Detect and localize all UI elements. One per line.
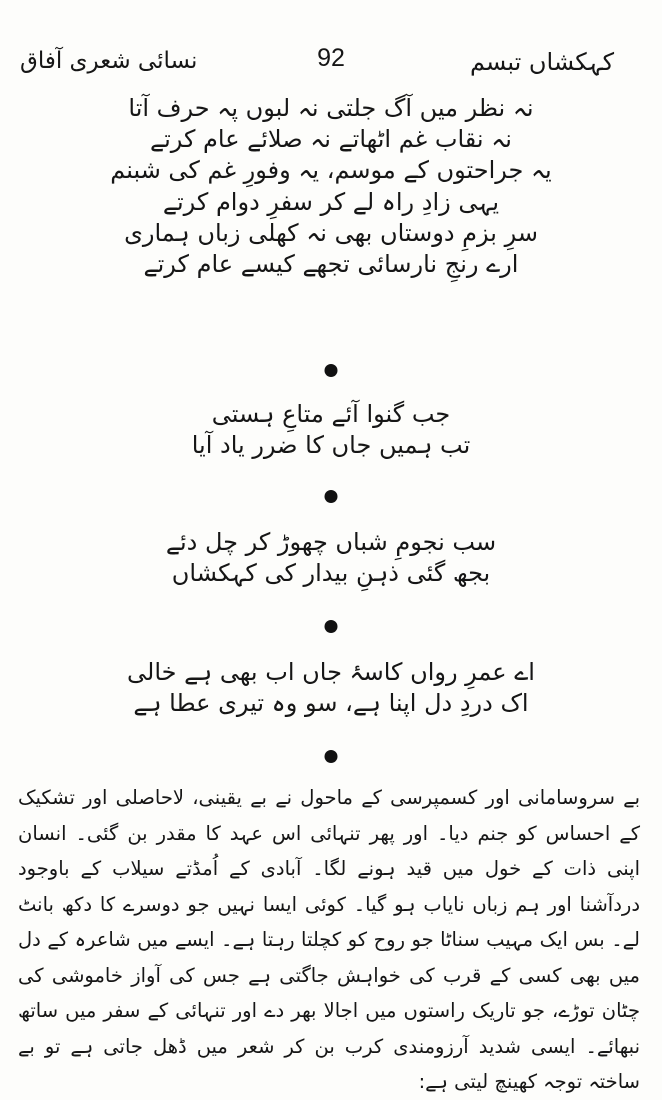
verse-line: تب ہمیں جاں کا ضرر یاد آیا <box>191 431 471 460</box>
verse-stanza-2 <box>60 399 602 461</box>
separator-bullet <box>325 364 338 377</box>
verse-line: ارے رنجِ نارسائی تجھے کیسے عام کرتے <box>143 249 519 278</box>
verse-line: سب نجومِ شباں چھوڑ کر چل دئے <box>165 528 497 556</box>
separator-bullet <box>325 620 338 633</box>
paragraph-text: بے سروسامانی اور کسمپرسی کے ماحول نے بے یقینی، لاحاصلی اور تشکیک کے احساس کو جنم دیا۔ اور پھر تنہائی اس عہد کا مقدر بن گئی۔ انسان اپنی ذات کے خول میں قید ہونے لگا۔ آبادی کے اُمڈتے سیلاب کے باوجود دردآشنا اور ہم زباں نایاب ہو گیا۔ کوئی ایسا نہیں جو دوسرے کا دکھ بانٹ لے۔ بس ایک مہیب سناٹا جو روح کو کچلتا رہتا ہے۔ ایسے میں شاعرہ کے دل میں بھی کسی کے قرب کی خواہش جاگتی ہے جس کی آواز خاموشی کی چٹان توڑے، جو تاریک راستوں میں اجالا بھر دے اور تنہائی کے سفر میں ساتھ نبھائے۔ ایسی شدید آرزومندی کرب بن کر شعر میں ڈھل جاتی ہے تو بے ساختہ توجہ کھینچ لیتی ہے: <box>18 786 640 1093</box>
separator-bullet <box>325 750 338 763</box>
separator-bullet <box>325 490 338 503</box>
verse-line: سرِ بزمِ دوستاں بھی نہ کھلی زباں ہماری <box>124 218 538 247</box>
ghazal-stanza <box>60 93 602 280</box>
page-header <box>20 44 642 84</box>
prose-paragraph <box>18 780 640 1100</box>
verse-stanza-3 <box>60 527 602 589</box>
verse-line: نہ نقاب غم اٹھاتے نہ صلائے عام کرتے <box>150 125 512 154</box>
verse-stanza-4 <box>60 657 602 719</box>
page-number: 92 <box>317 44 345 72</box>
verse-line: جب گنوا آئے متاعِ ہستی <box>211 400 451 428</box>
verse-line: یہ جراحتوں کے موسم، یہ وفورِ غم کی شبنم <box>110 156 552 185</box>
section-title: نسائی شعری آفاق <box>20 48 198 74</box>
verse-line: اے عمرِ رواں کاسۂ جاں اب بھی ہے خالی <box>127 658 535 686</box>
verse-line: بجھ گئی ذہنِ بیدار کی کہکشاں <box>171 559 491 588</box>
book-title: کہکشاں تبسم <box>469 48 614 76</box>
verse-line: اک دردِ دل اپنا ہے، سو وہ تیری عطا ہے <box>133 689 529 718</box>
verse-line: نہ نظر میں آگ جلتی نہ لبوں پہ حرف آتا <box>128 94 534 122</box>
verse-line: یہی زادِ راہ لے کر سفرِ دوام کرتے <box>162 187 500 216</box>
